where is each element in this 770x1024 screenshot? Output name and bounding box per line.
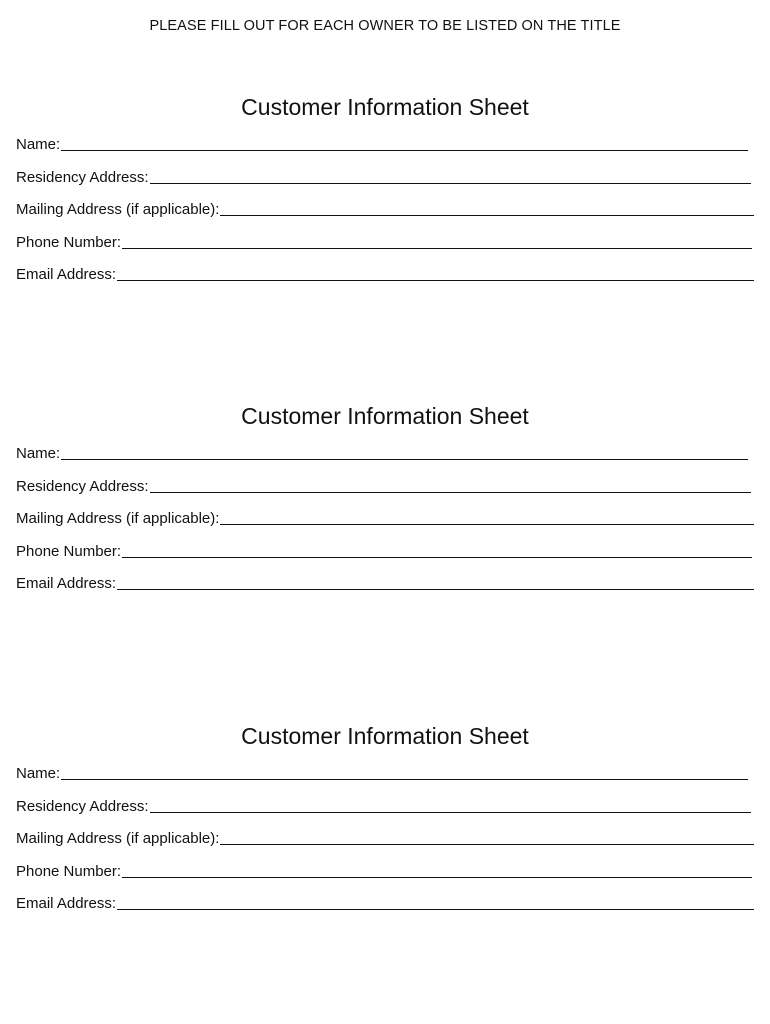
name-label: Name: [16,765,61,782]
residency-address-label: Residency Address: [16,168,149,186]
mailing-address-label: Mailing Address (if applicable): [16,201,220,218]
phone-number-line[interactable] [122,877,752,878]
mailing-address-field[interactable] [16,504,754,528]
residency-address-field[interactable] [16,792,754,816]
email-address-field[interactable] [16,569,754,593]
residency-address-line[interactable] [150,183,751,184]
email-address-label: Email Address: [16,266,117,283]
phone-number-field[interactable] [16,537,754,561]
email-address-line[interactable] [117,909,754,910]
email-address-line[interactable] [117,280,754,281]
customer-sheet-1 [16,92,754,293]
email-address-field[interactable] [16,889,754,913]
sheet-title: Customer Information Sheet [241,94,529,120]
residency-address-field[interactable] [16,472,754,496]
phone-number-field[interactable] [16,228,754,252]
phone-number-line[interactable] [122,248,752,249]
mailing-address-field[interactable] [16,824,754,848]
sheet-title: Customer Information Sheet [241,723,529,749]
phone-number-line[interactable] [122,557,752,558]
email-address-label: Email Address: [16,575,117,592]
phone-number-label: Phone Number: [16,862,122,880]
residency-address-line[interactable] [150,812,751,813]
name-line[interactable] [61,459,748,460]
name-label: Name: [16,136,61,153]
customer-sheet-2 [16,401,754,602]
name-field[interactable] [16,130,754,154]
name-label: Name: [16,445,61,462]
name-field[interactable] [16,759,754,783]
residency-address-line[interactable] [150,492,751,493]
name-line[interactable] [61,779,748,780]
instruction-text: PLEASE FILL OUT FOR EACH OWNER TO BE LISTED ON THE TITLE [149,18,621,34]
mailing-address-line[interactable] [220,844,754,845]
phone-number-label: Phone Number: [16,233,122,251]
email-address-line[interactable] [117,589,754,590]
name-field[interactable] [16,439,754,463]
mailing-address-line[interactable] [220,524,754,525]
mailing-address-label: Mailing Address (if applicable): [16,830,220,847]
mailing-address-field[interactable] [16,195,754,219]
email-address-field[interactable] [16,260,754,284]
name-line[interactable] [61,150,748,151]
email-address-label: Email Address: [16,895,117,912]
customer-sheet-3 [16,721,754,922]
residency-address-label: Residency Address: [16,797,149,815]
phone-number-field[interactable] [16,857,754,881]
residency-address-label: Residency Address: [16,477,149,495]
mailing-address-label: Mailing Address (if applicable): [16,510,220,527]
mailing-address-line[interactable] [220,215,754,216]
phone-number-label: Phone Number: [16,542,122,560]
sheet-title: Customer Information Sheet [241,403,529,429]
residency-address-field[interactable] [16,163,754,187]
